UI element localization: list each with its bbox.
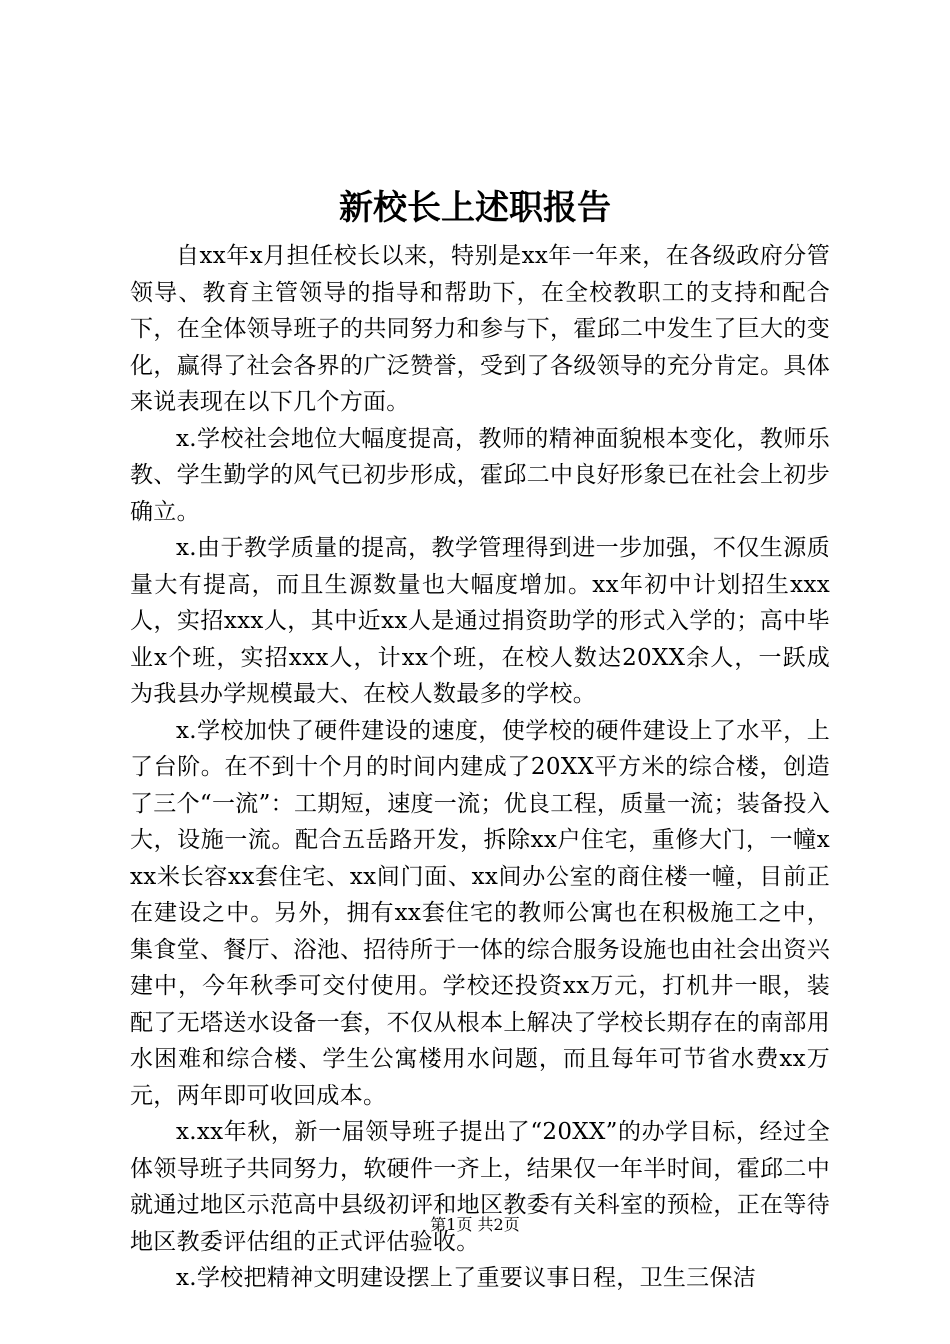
paragraph: x.由于教学质量的提高，教学管理得到进一步加强，不仅生源质量大有提高，而且生源数量也大幅度增加。xx年初中计划招生xxx人，实招xxx人，其中近xx人是通过捐资助学的形式入学的；高中毕业x个班，实招xxx人，计xx个班，在校人数达20XX余人，一跃成为我县办学规模最大、在校人数最多的学校。 (130, 535, 830, 707)
page-number-footer: 第1页 共2页 (430, 1215, 520, 1234)
paragraph: x.xx年秋，新一届领导班子提出了“20XX”的办学目标，经过全体领导班子共同努力，软硬件一齐上，结果仅一年半时间，霍邱二中就通过地区示范高中县级初评和地区教委有关科室的预检，正在等待地区教委评估组的正式评估验收。 (130, 1119, 830, 1255)
paragraph: x.学校把精神文明建设摆上了重要议事日程，卫生三保洁 (176, 1265, 757, 1291)
paragraph: 自xx年x月担任校长以来，特别是xx年一年来，在各级政府分管领导、教育主管领导的指导和帮助下，在全校教职工的支持和配合下，在全体领导班子的共同努力和参与下，霍邱二中发生了巨大的变化，赢得了社会各界的广泛赞誉，受到了各级领导的充分肯定。具体来说表现在以下几个方面。 (130, 243, 830, 415)
paragraph: x.学校加快了硬件建设的速度，使学校的硬件建设上了水平，上了台阶。在不到十个月的时间内建成了20XX平方米的综合楼，创造了三个“一流”：工期短，速度一流；优良工程，质量一流；装备投入大，设施一流。配合五岳路开发，拆除xx户住宅，重修大门，一幢xxx米长容xx套住宅、xx间门面、xx间办公室的商住楼一幢，目前正在建设之中。另外，拥有xx套住宅的教师公寓也在积极施工之中，集食堂、餐厅、浴池、招待所于一体的综合服务设施也由社会出资兴建中，今年秋季可交付使用。学校还投资xx万元，打机井一眼，装配了无塔送水设备一套，不仅从根本上解决了学校长期存在的南部用水困难和综合楼、学生公寓楼用水问题，而且每年可节省水费xx万元，两年即可收回成本。 (130, 717, 830, 1109)
paragraph: x.学校社会地位大幅度提高，教师的精神面貌根本变化，教师乐教、学生勤学的风气已初步形成，霍邱二中良好形象已在社会上初步确立。 (130, 425, 830, 525)
document-title: 新校长上述职报告 (339, 188, 611, 228)
document-body (130, 238, 830, 1297)
